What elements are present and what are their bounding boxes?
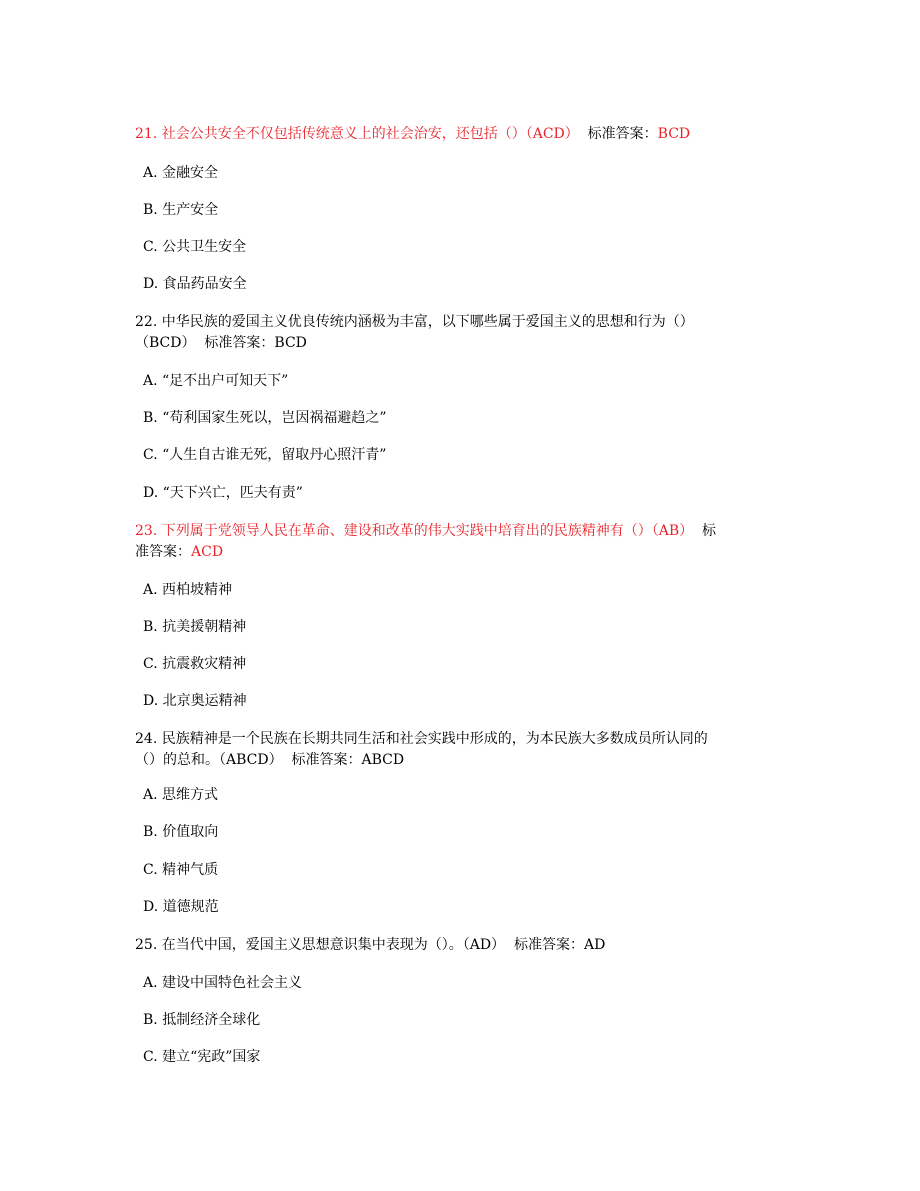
standard-answer-label: 标准答案： xyxy=(513,937,584,953)
standard-answer-label: 标准答案： xyxy=(204,335,275,351)
given-answer: （ABCD） xyxy=(219,752,283,768)
option: B. 生产安全 xyxy=(143,202,219,218)
option: D. 道德规范 xyxy=(143,899,219,915)
option: A. “足不出户可知天下” xyxy=(143,373,289,389)
option: A. 西柏坡精神 xyxy=(143,582,233,598)
option: B. 抵制经济全球化 xyxy=(143,1012,261,1028)
option: C. “人生自古谁无死，留取丹心照汗青” xyxy=(143,447,387,463)
option: A. 建设中国特色社会主义 xyxy=(143,975,303,991)
standard-answer: ABCD xyxy=(361,752,405,768)
given-answer: （AD） xyxy=(462,937,506,953)
question-21 xyxy=(135,124,725,145)
option: B. 价值取向 xyxy=(143,824,219,840)
option: A. 金融安全 xyxy=(143,165,219,181)
option: C. 公共卫生安全 xyxy=(143,239,247,255)
question-22 xyxy=(135,312,725,354)
question-24 xyxy=(135,729,725,771)
given-answer: （AB） xyxy=(651,523,694,539)
question-stem: 25. 在当代中国，爱国主义思想意识集中表现为（）。 xyxy=(135,937,463,953)
standard-answer: AD xyxy=(583,937,606,953)
standard-answer: BCD xyxy=(274,335,307,351)
question-stem: 24. 民族精神是一个民族在长期共同生活和社会实践中形成的，为本民族大多数成员所认同的（）的总和。 xyxy=(135,731,708,768)
option: A. 思维方式 xyxy=(143,787,219,803)
option: C. 抗震救灾精神 xyxy=(143,656,247,672)
question-23 xyxy=(135,521,725,563)
option: D. 食品药品安全 xyxy=(143,276,247,292)
standard-answer: BCD xyxy=(657,126,691,142)
given-answer: （BCD） xyxy=(135,335,196,351)
question-stem: 22. 中华民族的爱国主义优良传统内涵极为丰富，以下哪些属于爱国主义的思想和行为（） xyxy=(135,314,694,330)
standard-answer: ACD xyxy=(191,544,224,560)
question-stem: 23. 下列属于党领导人民在革命、建设和改革的伟大实践中培育出的民族精神有（） xyxy=(135,523,652,539)
standard-answer-label: 标准答案： xyxy=(587,126,658,142)
standard-answer-label: 标准答案： xyxy=(291,752,362,768)
option: D. 北京奥运精神 xyxy=(143,693,247,709)
question-stem: 21. 社会公共安全不仅包括传统意义上的社会治安，还包括（） xyxy=(135,126,526,142)
standard-answer-label: 标准答案： xyxy=(135,523,717,560)
option: B. “苟利国家生死以，岂因祸福避趋之” xyxy=(143,410,387,426)
option: D. “天下兴亡，匹夫有责” xyxy=(143,485,303,501)
option: C. 精神气质 xyxy=(143,862,219,878)
option: C. 建立“宪政”国家 xyxy=(143,1049,261,1065)
given-answer: （ACD） xyxy=(525,126,579,142)
question-25 xyxy=(135,935,725,956)
option: B. 抗美援朝精神 xyxy=(143,619,247,635)
